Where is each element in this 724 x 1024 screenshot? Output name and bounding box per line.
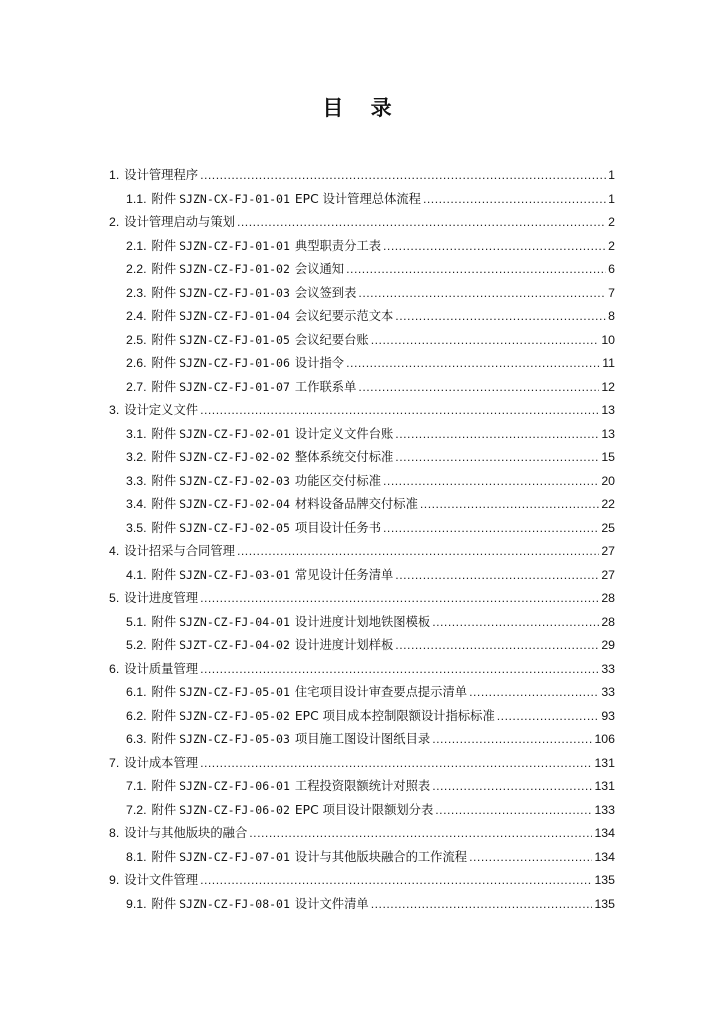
- toc-section-entry[interactable]: [109, 211, 615, 235]
- entry-title: 设计进度计划样板: [294, 638, 394, 652]
- entry-title: 设计与其他版块融合的工作流程: [294, 849, 468, 864]
- entry-prefix: 附件: [151, 473, 177, 488]
- entry-code: SJZN-CZ-FJ-01-02: [179, 262, 290, 276]
- entry-title: 设计招采与合同管理: [124, 544, 235, 558]
- dot-leader: [346, 258, 606, 282]
- entry-number: 3.2.: [126, 450, 147, 464]
- entry-code: SJZN-CZ-FJ-01-05: [179, 332, 290, 347]
- entry-code: SJZN-CZ-FJ-01-01: [179, 238, 290, 253]
- toc-subsection-entry[interactable]: [109, 611, 615, 635]
- dot-leader: [200, 587, 599, 611]
- entry-title: 常见设计任务清单: [294, 567, 394, 582]
- entry-number: 3.5.: [126, 520, 147, 535]
- entry-prefix: 附件: [151, 379, 177, 394]
- entry-code: SJZN-CZ-FJ-05-01: [179, 685, 290, 699]
- entry-page-number: 13: [601, 403, 615, 417]
- entry-code: SJZN-CZ-FJ-03-01: [179, 567, 290, 582]
- entry-number: 4.: [109, 544, 120, 558]
- dot-leader: [200, 658, 599, 682]
- entry-page-number: 6: [608, 262, 615, 276]
- toc-subsection-entry[interactable]: [109, 423, 615, 447]
- entry-title: 典型职责分工表: [294, 238, 381, 253]
- dot-leader: [383, 517, 599, 541]
- dot-leader: [469, 681, 599, 705]
- toc-subsection-entry[interactable]: [109, 681, 615, 705]
- toc-subsection-entry[interactable]: [109, 799, 615, 823]
- entry-page-number: 131: [594, 755, 615, 770]
- dot-leader: [200, 399, 599, 423]
- toc-section-entry[interactable]: [109, 399, 615, 423]
- entry-code: SJZN-CZ-FJ-08-01: [179, 896, 290, 911]
- entry-page-number: 1: [608, 168, 615, 182]
- entry-prefix: 附件: [151, 426, 177, 441]
- entry-number: 2.4.: [126, 309, 147, 323]
- entry-number: 2.2.: [126, 262, 147, 276]
- entry-title: EPC 项目设计限额划分表: [294, 802, 434, 817]
- entry-page-number: 2: [608, 238, 615, 253]
- entry-title: EPC 项目成本控制限额设计指标标准: [294, 708, 495, 723]
- dot-leader: [395, 564, 599, 588]
- dot-leader: [395, 634, 599, 658]
- entry-title: 设计文件清单: [294, 896, 369, 911]
- dot-leader: [371, 329, 600, 353]
- entry-page-number: 106: [594, 732, 615, 746]
- entry-prefix: 附件: [151, 638, 177, 652]
- entry-number: 6.1.: [126, 685, 147, 699]
- dot-leader: [237, 540, 599, 564]
- toc-section-entry[interactable]: [109, 822, 615, 846]
- entry-number: 1.: [109, 168, 120, 182]
- entry-prefix: 附件: [151, 732, 177, 746]
- entry-page-number: 27: [601, 567, 615, 582]
- entry-page-number: 2: [608, 215, 615, 229]
- entry-title: 会议纪要台账: [294, 332, 369, 347]
- entry-prefix: 附件: [151, 896, 177, 911]
- toc-subsection-entry[interactable]: [109, 517, 615, 541]
- dot-leader: [200, 752, 592, 776]
- entry-number: 3.: [109, 403, 120, 417]
- entry-page-number: 1: [608, 191, 615, 206]
- dot-leader: [420, 493, 599, 517]
- entry-prefix: 附件: [151, 779, 177, 793]
- entry-number: 3.4.: [126, 497, 147, 511]
- entry-number: 7.: [109, 755, 120, 770]
- entry-page-number: 134: [594, 826, 615, 840]
- entry-code: SJZN-CZ-FJ-05-03: [179, 732, 290, 746]
- entry-title: 整体系统交付标准: [294, 450, 394, 464]
- toc-subsection-entry[interactable]: [109, 188, 615, 212]
- toc-subsection-entry[interactable]: [109, 470, 615, 494]
- entry-title: 会议通知: [294, 262, 345, 276]
- entry-number: 6.2.: [126, 708, 147, 723]
- entry-number: 8.: [109, 826, 120, 840]
- toc-subsection-entry[interactable]: [109, 258, 615, 282]
- dot-leader: [358, 376, 599, 400]
- dot-leader: [383, 470, 599, 494]
- entry-page-number: 11: [602, 356, 615, 370]
- toc-section-entry[interactable]: [109, 869, 615, 893]
- entry-prefix: 附件: [151, 262, 177, 276]
- toc-subsection-entry[interactable]: [109, 705, 615, 729]
- toc-subsection-entry[interactable]: [109, 564, 615, 588]
- entry-title: 工程投资限额统计对照表: [294, 779, 431, 793]
- dot-leader: [371, 893, 593, 917]
- entry-number: 2.5.: [126, 332, 147, 347]
- entry-page-number: 20: [601, 473, 615, 488]
- entry-code: SJZN-CZ-FJ-06-02: [179, 802, 290, 817]
- entry-page-number: 133: [594, 802, 615, 817]
- toc-subsection-entry[interactable]: [109, 846, 615, 870]
- entry-title: 会议签到表: [294, 285, 357, 300]
- dot-leader: [423, 188, 606, 212]
- entry-code: SJZN-CZ-FJ-02-03: [179, 473, 290, 488]
- entry-number: 5.1.: [126, 614, 147, 629]
- entry-page-number: 134: [594, 849, 615, 864]
- entry-number: 7.2.: [126, 802, 147, 817]
- entry-prefix: 附件: [151, 685, 177, 699]
- dot-leader: [395, 305, 606, 329]
- entry-title: 设计与其他版块的融合: [124, 826, 248, 840]
- entry-page-number: 22: [601, 497, 615, 511]
- toc-subsection-entry[interactable]: [109, 493, 615, 517]
- entry-number: 2.: [109, 215, 120, 229]
- entry-title: 设计进度管理: [124, 591, 199, 605]
- entry-page-number: 15: [601, 450, 615, 464]
- dot-leader: [200, 869, 592, 893]
- toc-subsection-entry[interactable]: [109, 329, 615, 353]
- entry-number: 5.: [109, 591, 120, 605]
- entry-number: 8.1.: [126, 849, 147, 864]
- entry-code: SJZN-CZ-FJ-04-01: [179, 614, 290, 629]
- toc-section-entry[interactable]: [109, 540, 615, 564]
- entry-number: 4.1.: [126, 567, 147, 582]
- page-title: 目 录: [322, 96, 402, 120]
- entry-number: 2.1.: [126, 238, 147, 253]
- entry-title: EPC 设计管理总体流程: [294, 191, 421, 206]
- dot-leader: [395, 423, 599, 447]
- entry-page-number: 93: [601, 708, 615, 723]
- toc-subsection-entry[interactable]: [109, 775, 615, 799]
- entry-page-number: 25: [601, 520, 615, 535]
- entry-prefix: 附件: [151, 450, 177, 464]
- dot-leader: [432, 775, 592, 799]
- entry-title: 工作联系单: [294, 379, 357, 394]
- entry-page-number: 28: [601, 614, 615, 629]
- entry-number: 6.3.: [126, 732, 147, 746]
- entry-page-number: 7: [608, 285, 615, 300]
- entry-number: 5.2.: [126, 638, 147, 652]
- dot-leader: [383, 235, 606, 259]
- entry-prefix: 附件: [151, 708, 177, 723]
- dot-leader: [432, 611, 599, 635]
- entry-prefix: 附件: [151, 191, 177, 206]
- entry-title: 项目施工图设计图纸目录: [294, 732, 431, 746]
- entry-code: SJZN-CZ-FJ-01-06: [179, 356, 290, 370]
- entry-title: 设计质量管理: [124, 661, 199, 676]
- entry-page-number: 135: [594, 873, 615, 887]
- entry-title: 设计文件管理: [124, 873, 199, 887]
- entry-prefix: 附件: [151, 497, 177, 511]
- entry-number: 3.3.: [126, 473, 147, 488]
- entry-code: SJZN-CZ-FJ-01-07: [179, 379, 290, 394]
- entry-title: 材料设备品牌交付标准: [294, 497, 418, 511]
- entry-title: 设计定义文件: [124, 403, 199, 417]
- entry-page-number: 29: [601, 638, 615, 652]
- entry-code: SJZN-CZ-FJ-01-03: [179, 285, 290, 300]
- toc-subsection-entry[interactable]: [109, 728, 615, 752]
- toc-section-entry[interactable]: [109, 587, 615, 611]
- toc-subsection-entry[interactable]: [109, 305, 615, 329]
- toc-subsection-entry[interactable]: [109, 634, 615, 658]
- entry-number: 9.1.: [126, 896, 147, 911]
- dot-leader: [358, 282, 606, 306]
- entry-page-number: 33: [601, 685, 615, 699]
- toc-section-entry[interactable]: [109, 164, 615, 188]
- entry-number: 2.7.: [126, 379, 147, 394]
- entry-title: 住宅项目设计审查要点提示清单: [294, 685, 468, 699]
- entry-prefix: 附件: [151, 520, 177, 535]
- dot-leader: [237, 211, 606, 235]
- entry-prefix: 附件: [151, 332, 177, 347]
- entry-title: 项目设计任务书: [294, 520, 381, 535]
- entry-page-number: 10: [601, 332, 615, 347]
- entry-prefix: 附件: [151, 238, 177, 253]
- toc-section-entry[interactable]: [109, 752, 615, 776]
- entry-page-number: 27: [601, 544, 615, 558]
- entry-page-number: 135: [594, 896, 615, 911]
- dot-leader: [432, 728, 592, 752]
- dot-leader: [395, 446, 599, 470]
- entry-title: 设计指令: [294, 356, 345, 370]
- entry-page-number: 33: [601, 661, 615, 676]
- entry-number: 7.1.: [126, 779, 147, 793]
- entry-number: 6.: [109, 661, 120, 676]
- table-of-contents: [109, 164, 615, 916]
- toc-subsection-entry[interactable]: [109, 235, 615, 259]
- dot-leader: [435, 799, 592, 823]
- entry-number: 3.1.: [126, 426, 147, 441]
- entry-code: SJZN-CZ-FJ-02-01: [179, 426, 290, 441]
- entry-prefix: 附件: [151, 309, 177, 323]
- entry-code: SJZN-CZ-FJ-05-02: [179, 708, 290, 723]
- entry-page-number: 13: [601, 426, 615, 441]
- entry-code: SJZN-CZ-FJ-02-05: [179, 520, 290, 535]
- entry-prefix: 附件: [151, 614, 177, 629]
- entry-code: SJZT-CZ-FJ-04-02: [179, 638, 290, 652]
- entry-title: 设计管理启动与策划: [124, 215, 235, 229]
- entry-code: SJZN-CZ-FJ-06-01: [179, 779, 290, 793]
- toc-subsection-entry[interactable]: [109, 376, 615, 400]
- toc-section-entry[interactable]: [109, 658, 615, 682]
- entry-page-number: 8: [608, 309, 615, 323]
- entry-title: 会议纪要示范文本: [294, 309, 394, 323]
- entry-code: SJZN-CX-FJ-01-01: [179, 191, 290, 206]
- dot-leader: [200, 164, 606, 188]
- entry-page-number: 28: [601, 591, 615, 605]
- entry-title: 功能区交付标准: [294, 473, 381, 488]
- entry-number: 2.6.: [126, 356, 147, 370]
- toc-subsection-entry[interactable]: [109, 282, 615, 306]
- entry-title: 设计管理程序: [124, 168, 199, 182]
- entry-prefix: 附件: [151, 356, 177, 370]
- toc-subsection-entry[interactable]: [109, 446, 615, 470]
- entry-prefix: 附件: [151, 849, 177, 864]
- dot-leader: [469, 846, 592, 870]
- toc-subsection-entry[interactable]: [109, 893, 615, 917]
- entry-number: 9.: [109, 873, 120, 887]
- entry-code: SJZN-CZ-FJ-02-02: [179, 450, 290, 464]
- entry-prefix: 附件: [151, 567, 177, 582]
- entry-prefix: 附件: [151, 802, 177, 817]
- entry-page-number: 12: [601, 379, 615, 394]
- entry-code: SJZN-CZ-FJ-02-04: [179, 497, 290, 511]
- entry-number: 1.1.: [126, 191, 147, 206]
- dot-leader: [346, 352, 600, 376]
- toc-subsection-entry[interactable]: [109, 352, 615, 376]
- entry-number: 2.3.: [126, 285, 147, 300]
- entry-page-number: 131: [594, 779, 615, 793]
- dot-leader: [497, 705, 600, 729]
- entry-prefix: 附件: [151, 285, 177, 300]
- entry-code: SJZN-CZ-FJ-01-04: [179, 309, 290, 323]
- entry-code: SJZN-CZ-FJ-07-01: [179, 849, 290, 864]
- entry-title: 设计进度计划地铁图模板: [294, 614, 431, 629]
- dot-leader: [249, 822, 592, 846]
- entry-title: 设计定义文件台账: [294, 426, 394, 441]
- entry-title: 设计成本管理: [124, 755, 199, 770]
